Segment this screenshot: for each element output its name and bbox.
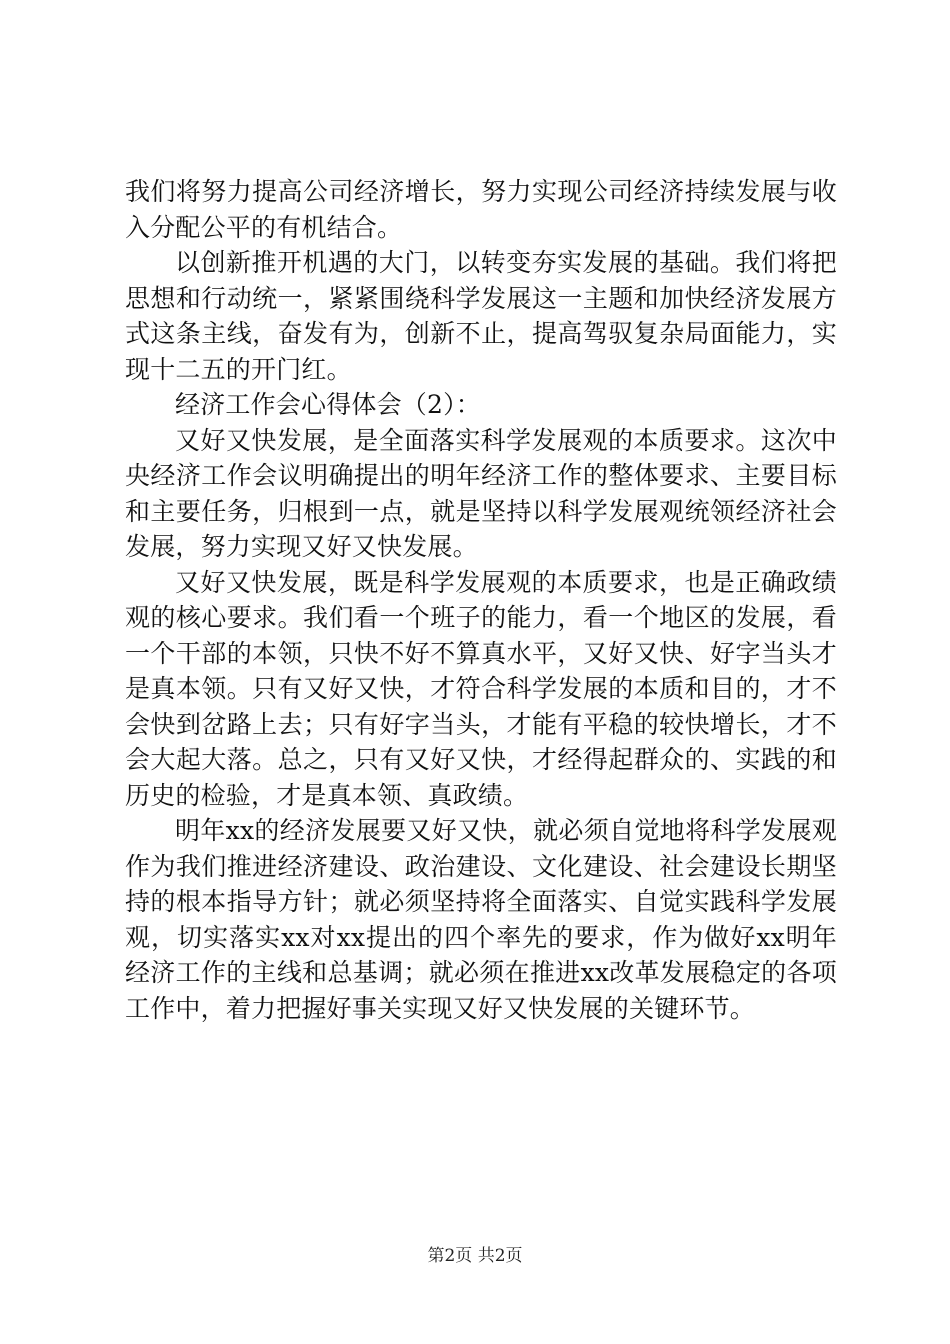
paragraph-3: 又好又快发展，是全面落实科学发展观的本质要求。这次中央经济工作会议明确提出的明年经济工作的整体要求、主要目标和主要任务，归根到一点，就是坚持以科学发展观统领经济社会发展，努力实现又好又快发展。: [125, 425, 837, 561]
paragraph-2: 以创新推开机遇的大门，以转变夯实发展的基础。我们将把思想和行动统一，紧紧围绕科学发展这一主题和加快经济发展方式这条主线，奋发有为，创新不止，提高驾驭复杂局面能力，实现十二五的开门红。: [125, 248, 837, 384]
paragraph-5: 明年xx的经济发展要又好又快，就必须自觉地将科学发展观作为我们推进经济建设、政治建设、文化建设、社会建设长期坚持的根本指导方针；就必须坚持将全面落实、自觉实践科学发展观，切实落实xx对xx提出的四个率先的要求，作为做好xx明年经济工作的主线和总基调；就必须在推进xx改革发展稳定的各项工作中，着力把握好事关实现又好又快发展的关键环节。: [125, 816, 837, 1023]
page-number: 第2页 共2页: [427, 1246, 523, 1266]
paragraph-1: 我们将努力提高公司经济增长，努力实现公司经济持续发展与收入分配公平的有机结合。: [125, 177, 837, 242]
document-body: [125, 174, 837, 1026]
page-footer: [0, 1244, 950, 1268]
paragraph-4: 又好又快发展，既是科学发展观的本质要求，也是正确政绩观的核心要求。我们看一个班子的能力，看一个地区的发展，看一个干部的本领，只快不好不算真水平，又好又快、好字当头才是真本领。只有又好又快，才符合科学发展的本质和目的，才不会快到岔路上去；只有好字当头，才能有平稳的较快增长，才不会大起大落。总之，只有又好又快，才经得起群众的、实践的和历史的检验，才是真本领、真政绩。: [125, 567, 837, 810]
section-heading: 经济工作会心得体会（2）：: [175, 390, 482, 419]
